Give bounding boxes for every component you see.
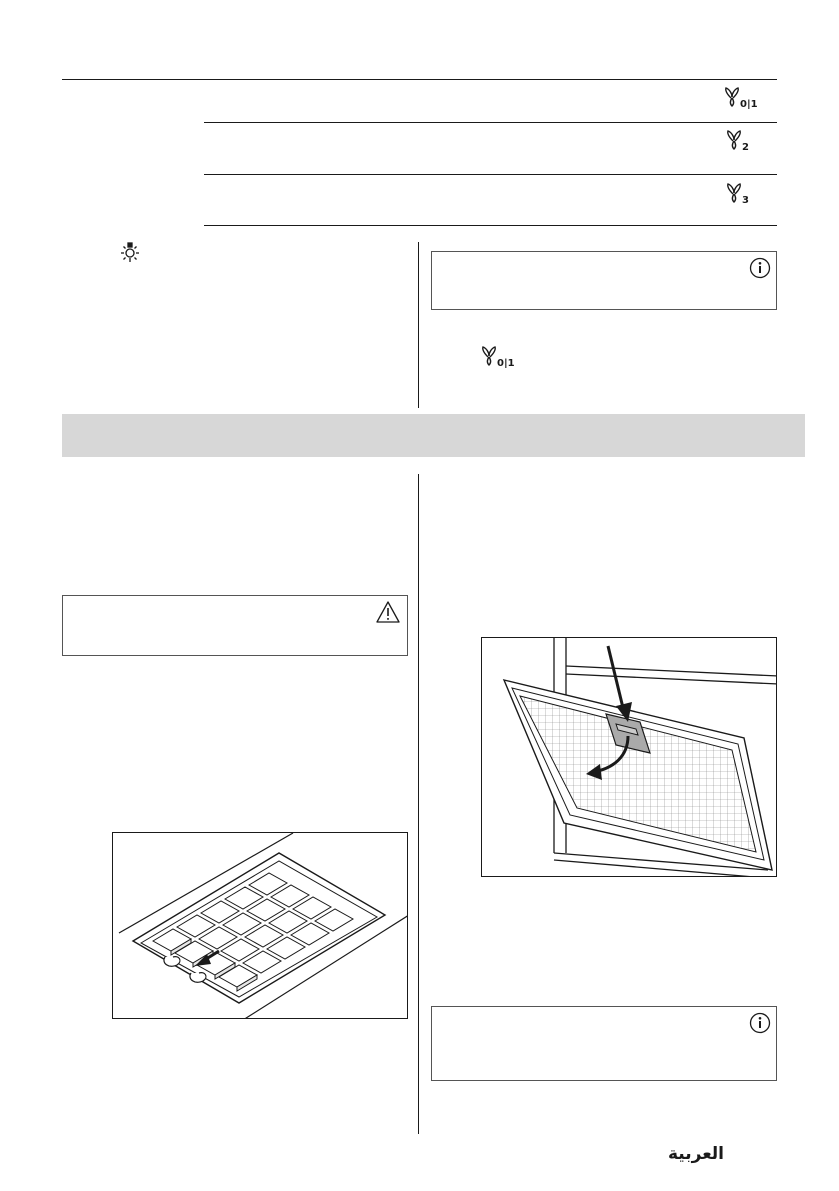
svg-text:2: 2 xyxy=(742,142,749,152)
column-divider-lower xyxy=(418,474,419,1134)
table-row-rule-2 xyxy=(204,174,777,175)
fan-speed-3-icon xyxy=(724,181,768,205)
light-bulb-icon xyxy=(118,242,142,266)
svg-text:0|1: 0|1 xyxy=(740,99,758,109)
table-bottom-rule xyxy=(204,225,777,226)
info-icon xyxy=(749,1012,771,1034)
warning-note-box xyxy=(62,595,408,656)
svg-text:3: 3 xyxy=(742,195,749,205)
warning-triangle-icon xyxy=(375,600,401,624)
info-icon xyxy=(749,257,771,279)
fan-speed-0-1-icon xyxy=(722,85,766,109)
grease-filter-figure xyxy=(481,637,777,877)
footer-language-label: العربية xyxy=(667,1144,724,1164)
table-row-rule-1 xyxy=(204,122,777,123)
column-divider-upper xyxy=(418,242,419,408)
inline-fan-speed-0-1-icon xyxy=(479,344,523,368)
svg-text:0|1: 0|1 xyxy=(497,358,515,368)
section-heading-band xyxy=(62,414,805,457)
charcoal-filter-figure xyxy=(112,832,408,1019)
table-top-rule xyxy=(62,79,777,80)
info-note-box-2 xyxy=(431,1006,777,1081)
info-note-box-1 xyxy=(431,251,777,310)
fan-speed-2-icon xyxy=(724,128,768,152)
